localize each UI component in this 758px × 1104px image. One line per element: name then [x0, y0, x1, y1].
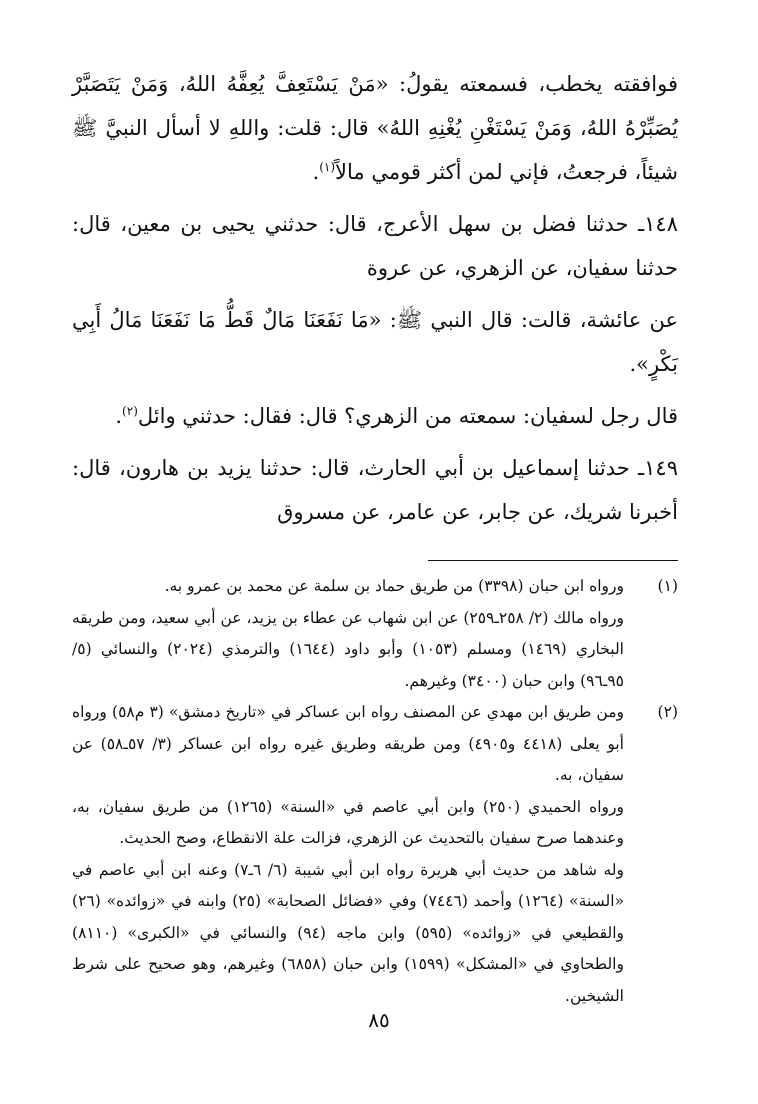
footnote-number: (٢) [657, 703, 678, 721]
footnote-paragraph: ورواه ابن حبان (٣٣٩٨) من طريق حماد بن سلمة عن محمد بن عمرو به. [164, 577, 624, 595]
paragraph-hadith-149-isnad: ١٤٩ـ حدثنا إسماعيل بن أبي الحارث، قال: حدثنا يزيد بن هارون، قال: أخبرنا شريك، عن جابر، عن عامر، عن مسروق [72, 456, 678, 524]
paragraph-text: فوافقته يخطب، فسمعته يقولُ: «مَنْ يَسْتَعِفَّ يُعِفَّهُ اللهُ، وَمَنْ يَتَصَبَّرْ يُصَبِّرْهُ اللهُ، وَمَنْ يَسْتَغْنِ يُغْنِهِ اللهُ» قال: قلت: واللهِ لا أسأل النبيَّ ﷺ شيئاً، فرجعتُ، فإني لمن أكثر قومي مالاً [72, 72, 678, 184]
footnote-ref-1: (١) [319, 160, 336, 174]
footnote-paragraph: ورواه الحميدي (٢٥٠) وابن أبي عاصم في «السنة» (١٢٦٥) من طريق سفيان، به، وعندهما صرح سفيان بالتحديث عن الزهري، فزالت علة الانقطاع، وصح الحديث. [72, 797, 625, 847]
footnote-body [72, 571, 624, 697]
footnote-2 [72, 697, 678, 1012]
paragraph-hadith-148-isnad: ١٤٨ـ حدثنا فضل بن سهل الأعرج، قال: حدثني يحيى بن معين، قال: حدثنا سفيان، عن الزهري، عن عروة [72, 212, 678, 280]
main-text [72, 62, 678, 534]
footnote-paragraph: وله شاهد من حديث أبي هريرة رواه ابن أبي شيبة (٦/ ٦ـ٧) وعنه ابن أبي عاصم في «السنة» (١٢٦٤) وأحمد (٧٤٤٦) وفي «فضائل الصحابة» (٢٥) وابنه في «زوائده» (٢٦) والقطيعي في «زوائده» (٥٩٥) وابن ماجه (٩٤) والنسائي في «الكبرى» (٨١١٠) والطحاوي في «المشكل» (١٥٩٩) وابن حبان (٦٨٥٨) وغيرهم، وهو صحيح على شرط الشيخين. [72, 860, 625, 1005]
footnote-divider [428, 560, 678, 561]
page-number: ٨٥ [368, 1008, 390, 1032]
footnote-body [72, 697, 624, 1012]
footnote-paragraph: ورواه مالك (٢/ ٢٥٨ـ٢٥٩) عن ابن شهاب عن عطاء بن يزيد، عن أبي سعيد، ومن طريقه البخاري (١٤٦٩) ومسلم (١٠٥٣) وأبو داود (١٦٤٤) والترمذي (٢٠٢٤) والنسائي (٥/ ٩٥ـ٩٦) وابن حبان (٣٤٠٠) وغيرهم. [72, 608, 624, 690]
footnote-ref-2: (٢) [122, 404, 138, 418]
footnote-1 [72, 571, 678, 697]
paragraph-hadith-148-note: قال رجل لسفيان: سمعته من الزهري؟ قال: فقال: حدثني وائل$^{(٢)}$. [115, 404, 678, 428]
paragraph-hadith-continuation: فوافقته يخطب، فسمعته يقولُ: «مَنْ يَسْتَعِفَّ يُعِفَّهُ اللهُ، وَمَنْ يَتَصَبَّرْ يُصَبِّرْهُ اللهُ، وَمَنْ يَسْتَغْنِ يُغْنِهِ اللهُ» قال: قلت: واللهِ لا أسأل النبيَّ ﷺ شيئاً، فرجعتُ، فإني لمن أكثر قومي مالاً$^{(١)}$. [72, 72, 678, 184]
footnote-paragraph: ومن طريق ابن مهدي عن المصنف رواه ابن عساكر في «تاريخ دمشق» (٣ م٥٨) ورواه أبو يعلى (٤٤١٨ و٤٩٠٥) ومن طريقه وطريق غيره رواه ابن عساكر (٣/ ٥٧ـ٥٨) عن سفيان، به. [72, 703, 625, 784]
paragraph-text: قال رجل لسفيان: سمعته من الزهري؟ قال: فقال: حدثني وائل [137, 404, 678, 428]
footnote-number: (١) [657, 577, 678, 595]
footnotes [72, 571, 678, 1012]
paragraph-hadith-148-matn: عن عائشة، قالت: قال النبي ﷺ: «مَا نَفَعَنَا مَالٌ قَطُّ مَا نَفَعَنَا مَالُ أَبِي بَكْرٍ». [72, 308, 678, 376]
